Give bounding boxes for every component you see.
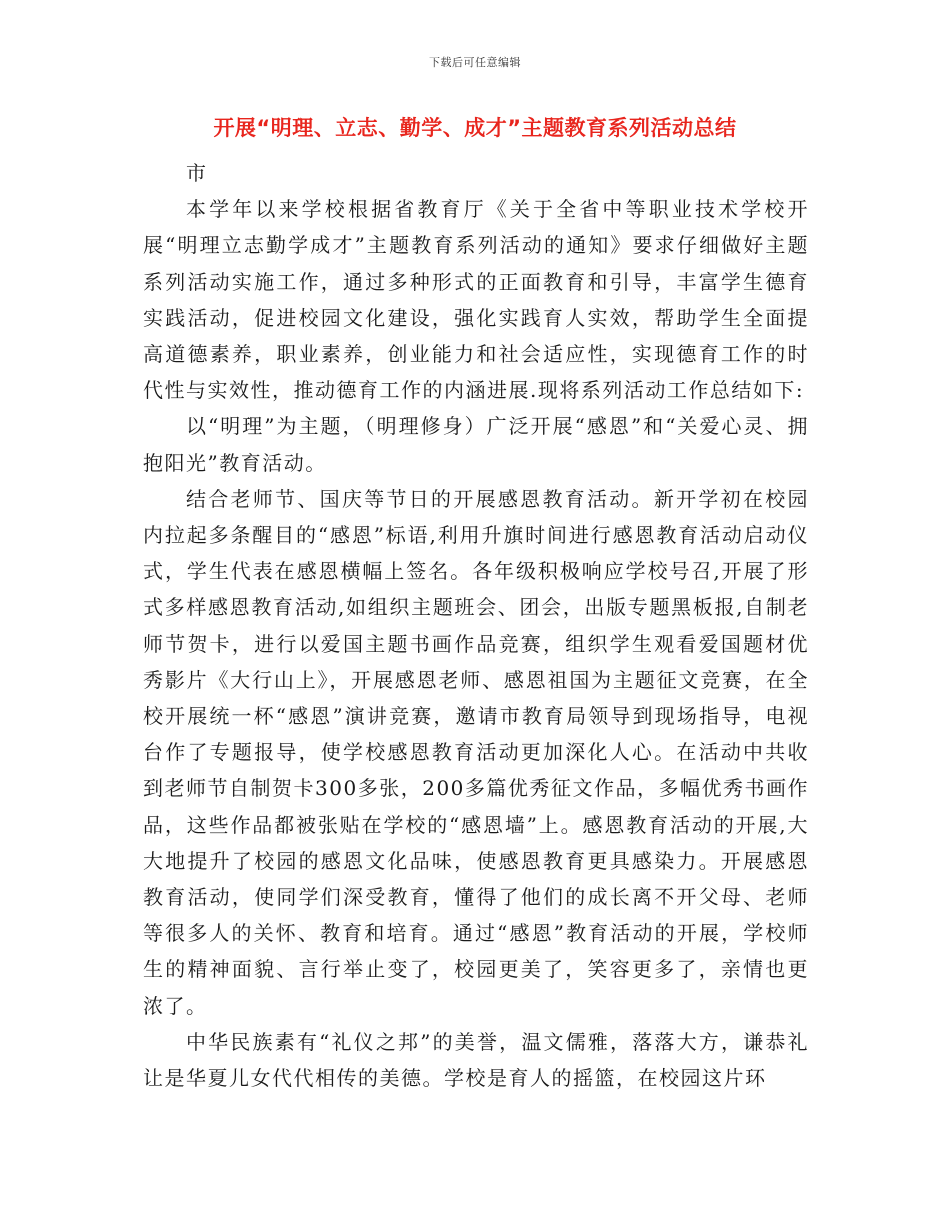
document-title: 开展“明理、立志、勤学、成才”主题教育系列活动总结 (213, 116, 737, 140)
body-paragraph: 中华民族素有“礼仪之邦”的美誉，温文儒雅，落落大方，谦恭礼让是华夏儿女代代相传的美德。学校是育人的摇篮，在校园这片环 (143, 1029, 809, 1091)
body-paragraph: 本学年以来学校根据省教育厅《关于全省中等职业技术学校开展“明理立志勤学成才”主题教育系列活动的通知》要求仔细做好主题系列活动实施工作，通过多种形式的正面教育和引导，丰富学生德育实践活动，促进校园文化建设，强化实践育人实效，帮助学生全面提高道德素养，职业素养，创业能力和社会适应性，实现德育工作的时代性与实效性，推动德育工作的内涵进展.现将系列活动工作总结如下: (143, 197, 809, 403)
document-body (143, 155, 809, 1096)
body-paragraph: 以“明理”为主题，（明理修身）广泛开展“感恩”和“关爱心灵、拥抱阳光”教育活动。 (143, 414, 809, 475)
body-paragraph: 结合老师节、国庆等节日的开展感恩教育活动。新开学初在校园内拉起多条醒目的“感恩”标语,利用升旗时间进行感恩教育活动启动仪式，学生代表在感恩横幅上签名。各年级积极响应学校号召,开展了形式多样感恩教育活动,如组织主题班会、团会，出版专题黑板报,自制老师节贺卡，进行以爱国主题书画作品竞赛，组织学生观看爱国题材优秀影片《大行山上》，开展感恩老师、感恩祖国为主题征文竞赛，在全校开展统一杯“感恩”演讲竞赛，邀请市教育局领导到现场指导，电视台作了专题报导，使学校感恩教育活动更加深化人心。在活动中共收到老师节自制贺卡300多张，200多篇优秀征文作品，多幅优秀书画作品，这些作品都被张贴在学校的“感恩墙”上。感恩教育活动的开展,大大地提升了校园的感恩文化品味，使感恩教育更具感染力。开展感恩教育活动，使同学们深受教育，懂得了他们的成长离不开父母、老师等很多人的关怀、教育和培育。通过“感恩”教育活动的开展，学校师生的精神面貌、言行举止变了，校园更美了，笑容更多了，亲情也更浓了。 (143, 486, 809, 1018)
body-paragraph: 市 (186, 161, 208, 185)
header-note: 下载后可任意编辑 (429, 56, 521, 69)
